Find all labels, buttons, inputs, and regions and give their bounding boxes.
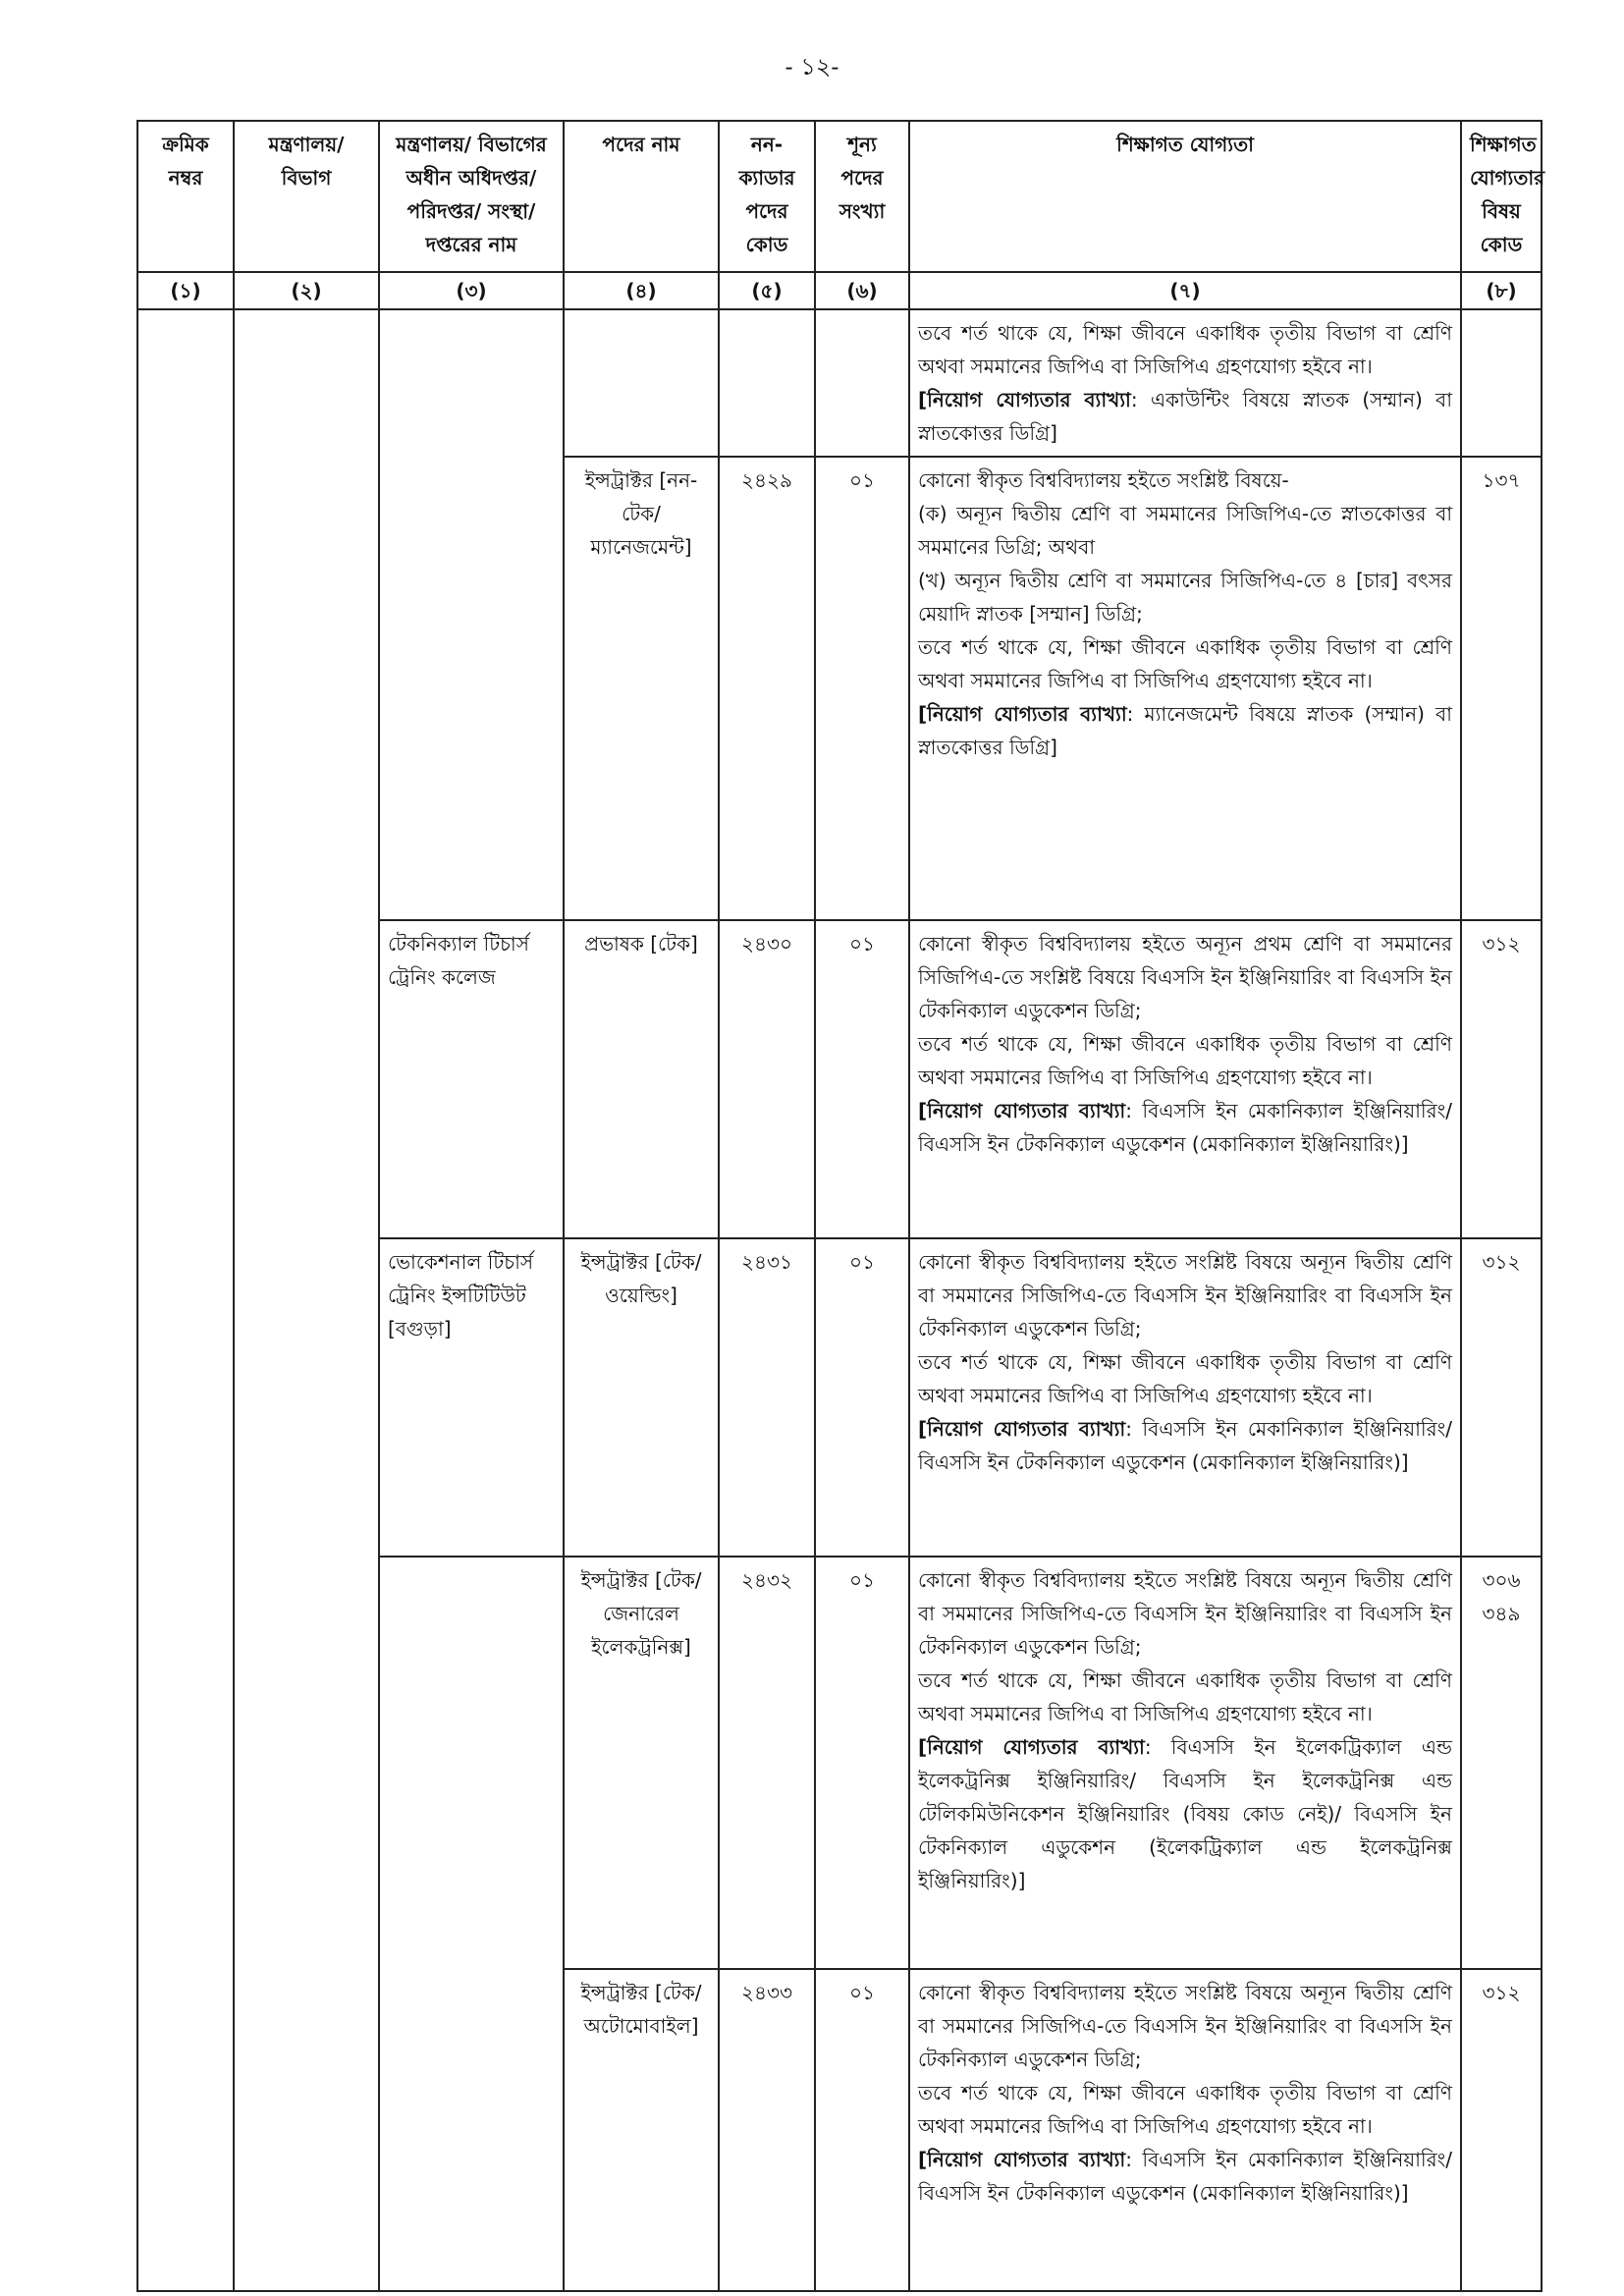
qualification-explanation [918, 1412, 1452, 1479]
subject-code-cell [1461, 457, 1542, 920]
subject-code-cell [1461, 1969, 1542, 2291]
recruitment-table [136, 120, 1543, 2292]
header-serial: ক্রমিক নম্বর [137, 121, 234, 272]
post-name-cell: ইন্সট্রাক্টর [টেক/জেনারেল ইলেকট্রনিক্স] [564, 1557, 719, 1969]
post-name-cell: ইন্সট্রাক্টর [টেক/ওয়েল্ডিং] [564, 1238, 719, 1557]
post-name-cell: ইন্সট্রাক্টর [নন-টেক/ ম্যানেজমেন্ট] [564, 457, 719, 920]
office-cell [379, 457, 564, 920]
qualification-line: তবে শর্ত থাকে যে, শিক্ষা জীবনে একাধিক তৃতীয় বিভাগ বা শ্রেণি অথবা সমমানের জিপিএ বা সিজিপিএ গ্রহণযোগ্য হইবে না। [918, 1350, 1452, 1407]
post-name-cell [564, 309, 719, 457]
office-cell [379, 309, 564, 457]
table-row [137, 309, 1542, 457]
qualification-explanation [918, 2143, 1452, 2210]
explanation-text: : বিএসসি ইন মেকানিক্যাল ইঞ্জিনিয়ারিং/ বিএসসি ইন টেকনিক্যাল এডুকেশন (মেকানিক্যাল ইঞ্জিনিয়ারিং)] [918, 2148, 1452, 2205]
header-office: মন্ত্রণালয়/ বিভাগের অধীন অধিদপ্তর/ পরিদপ্তর/ সংস্থা/ দপ্তরের নাম [379, 121, 564, 272]
post-code-cell: ২৪৩২ [719, 1557, 815, 1969]
column-number: (৬) [815, 272, 909, 309]
header-post-code: নন-ক্যাডার পদের কোড [719, 121, 815, 272]
explanation-label: [নিয়োগ যোগ্যতার ব্যাখ্যা [918, 388, 1131, 411]
column-number: (১) [137, 272, 234, 309]
office-cell [379, 1969, 564, 2291]
qualification-cell [909, 1557, 1461, 1969]
explanation-text: : বিএসসি ইন মেকানিক্যাল ইঞ্জিনিয়ারিং/ বিএসসি ইন টেকনিক্যাল এডুকেশন (মেকানিক্যাল ইঞ্জিনিয়ারিং)] [918, 1099, 1452, 1156]
vacancy-cell: ০১ [815, 457, 909, 920]
qualification-line: (ক) অন্যূন দ্বিতীয় শ্রেণি বা সমমানের সিজিপিএ-তে স্নাতকোত্তর বা সমমানের ডিগ্রি; অথবা [918, 502, 1452, 559]
qualification-line: কোনো স্বীকৃত বিশ্ববিদ্যালয় হইতে অন্যূন প্রথম শ্রেণি বা সমমানের সিজিপিএ-তে সংশ্লিষ্ট বিষয়ে বিএসসি ইন ইঞ্জিনিয়ারিং বা বিএসসি ইন টেকনিক্যাল এডুকেশন ডিগ্রি; [918, 932, 1452, 1022]
post-code-cell: ২৪৩১ [719, 1238, 815, 1557]
explanation-label: [নিয়োগ যোগ্যতার ব্যাখ্যা [918, 2148, 1126, 2171]
qualification-line: তবে শর্ত থাকে যে, শিক্ষা জীবনে একাধিক তৃতীয় বিভাগ বা শ্রেণি অথবা সমমানের জিপিএ বা সিজিপিএ গ্রহণযোগ্য হইবে না। [918, 1668, 1452, 1725]
qualification-line: কোনো স্বীকৃত বিশ্ববিদ্যালয় হইতে সংশ্লিষ্ট বিষয়ে অন্যূন দ্বিতীয় শ্রেণি বা সমমানের সিজিপিএ-তে বিএসসি ইন ইঞ্জিনিয়ারিং বা বিএসসি ইন টেকনিক্যাল এডুকেশন ডিগ্রি; [918, 1568, 1452, 1659]
qualification-line: তবে শর্ত থাকে যে, শিক্ষা জীবনে একাধিক তৃতীয় বিভাগ বা শ্রেণি অথবা সমমানের জিপিএ বা সিজিপিএ গ্রহণযোগ্য হইবে না। [918, 321, 1452, 378]
vacancy-cell: ০১ [815, 1557, 909, 1969]
qualification-line: তবে শর্ত থাকে যে, শিক্ষা জীবনে একাধিক তৃতীয় বিভাগ বা শ্রেণি অথবা সমমানের জিপিএ বা সিজিপিএ গ্রহণযোগ্য হইবে না। [918, 635, 1452, 692]
column-number: (২) [234, 272, 379, 309]
header-ministry: মন্ত্রণালয়/ বিভাগ [234, 121, 379, 272]
subject-code: ৩১২ [1482, 1981, 1521, 2004]
vacancy-cell: ০১ [815, 920, 909, 1238]
qualification-explanation [918, 1094, 1452, 1161]
subject-code: ৩১২ [1482, 932, 1521, 956]
column-number: (৫) [719, 272, 815, 309]
post-code-cell: ২৪৩৩ [719, 1969, 815, 2291]
header-row [137, 121, 1542, 272]
post-name-cell: প্রভাষক [টেক] [564, 920, 719, 1238]
qualification-line: তবে শর্ত থাকে যে, শিক্ষা জীবনে একাধিক তৃতীয় বিভাগ বা শ্রেণি অথবা সমমানের জিপিএ বা সিজিপিএ গ্রহণযোগ্য হইবে না। [918, 1032, 1452, 1089]
qualification-line: কোনো স্বীকৃত বিশ্ববিদ্যালয় হইতে সংশ্লিষ্ট বিষয়ে অন্যূন দ্বিতীয় শ্রেণি বা সমমানের সিজিপিএ-তে বিএসসি ইন ইঞ্জিনিয়ারিং বা বিএসসি ইন টেকনিক্যাল এডুকেশন ডিগ্রি; [918, 1981, 1452, 2071]
qualification-line: তবে শর্ত থাকে যে, শিক্ষা জীবনে একাধিক তৃতীয় বিভাগ বা শ্রেণি অথবা সমমানের জিপিএ বা সিজিপিএ গ্রহণযোগ্য হইবে না। [918, 2081, 1452, 2138]
explanation-text: : ম্যানেজমেন্ট বিষয়ে স্নাতক (সম্মান) বা স্নাতকোত্তর ডিগ্রি] [918, 702, 1452, 759]
column-number: (৭) [909, 272, 1461, 309]
explanation-text: : বিএসসি ইন ইলেকট্রিক্যাল এন্ড ইলেকট্রনিক্স ইঞ্জিনিয়ারিং/ বিএসসি ইন ইলেকট্রনিক্স এন্ড টেলিকমিউনিকেশন ইঞ্জিনিয়ারিং (বিষয় কোড নেই)/ বিএসসি ইন টেকনিক্যাল এডুকেশন (ইলেকট্রিক্যাল এন্ড ইলেকট্রনিক্স ইঞ্জিনিয়ারিং)] [918, 1735, 1452, 1892]
qualification-cell [909, 457, 1461, 920]
qualification-line: কোনো স্বীকৃত বিশ্ববিদ্যালয় হইতে সংশ্লিষ্ট বিষয়ে অন্যূন দ্বিতীয় শ্রেণি বা সমমানের সিজিপিএ-তে বিএসসি ইন ইঞ্জিনিয়ারিং বা বিএসসি ইন টেকনিক্যাল এডুকেশন ডিগ্রি; [918, 1250, 1452, 1340]
post-code-cell: ২৪২৯ [719, 457, 815, 920]
header-vacancy: শূন্য পদের সংখ্যা [815, 121, 909, 272]
subject-code: ৩৪৯ [1482, 1602, 1521, 1625]
qualification-cell [909, 1238, 1461, 1557]
explanation-label: [নিয়োগ যোগ্যতার ব্যাখ্যা [918, 1417, 1126, 1441]
vacancy-cell: ০১ [815, 1969, 909, 2291]
qualification-line: কোনো স্বীকৃত বিশ্ববিদ্যালয় হইতে সংশ্লিষ্ট বিষয়ে- [918, 468, 1289, 492]
subject-code-cell [1461, 1557, 1542, 1969]
subject-code: ৩০৬ [1482, 1568, 1521, 1592]
office-cell: টেকনিক্যাল টিচার্স ট্রেনিং কলেজ [379, 920, 564, 1238]
column-number: (৩) [379, 272, 564, 309]
page-number: - ১২- [785, 53, 839, 81]
qualification-cell [909, 1969, 1461, 2291]
post-code-cell: ২৪৩০ [719, 920, 815, 1238]
qualification-explanation [918, 697, 1452, 764]
explanation-label: [নিয়োগ যোগ্যতার ব্যাখ্যা [918, 1099, 1126, 1122]
column-number: (৪) [564, 272, 719, 309]
header-qualification: শিক্ষাগত যোগ্যতা [909, 121, 1461, 272]
vacancy-cell: ০১ [815, 1238, 909, 1557]
qualification-cell [909, 309, 1461, 457]
subject-code-cell [1461, 309, 1542, 457]
office-cell [379, 1557, 564, 1969]
post-name-cell: ইন্সট্রাক্টর [টেক/ অটোমোবাইল] [564, 1969, 719, 2291]
column-number: (৮) [1461, 272, 1542, 309]
header-post: পদের নাম [564, 121, 719, 272]
header-subject-code: শিক্ষাগত যোগ্যতার বিষয় কোড [1461, 121, 1542, 272]
office-cell: ভোকেশনাল টিচার্স ট্রেনিং ইন্সটিটিউট [বগুড়া] [379, 1238, 564, 1557]
explanation-label: [নিয়োগ যোগ্যতার ব্যাখ্যা [918, 702, 1127, 726]
qualification-cell [909, 920, 1461, 1238]
subject-code-cell [1461, 1238, 1542, 1557]
explanation-text: : একাউন্টিং বিষয়ে স্নাতক (সম্মান) বা স্নাতকোত্তর ডিগ্রি] [918, 388, 1452, 445]
explanation-text: : বিএসসি ইন মেকানিক্যাল ইঞ্জিনিয়ারিং/ বিএসসি ইন টেকনিক্যাল এডুকেশন (মেকানিক্যাল ইঞ্জিনিয়ারিং)] [918, 1417, 1452, 1474]
ministry-cell [234, 309, 379, 2291]
explanation-label: [নিয়োগ যোগ্যতার ব্যাখ্যা [918, 1735, 1145, 1759]
post-code-cell [719, 309, 815, 457]
column-number-row [137, 272, 1542, 309]
vacancy-cell [815, 309, 909, 457]
qualification-explanation [918, 1730, 1452, 1897]
subject-code: ৩১২ [1482, 1250, 1521, 1274]
serial-cell [137, 309, 234, 2291]
subject-code: ১৩৭ [1482, 468, 1521, 492]
subject-code-cell [1461, 920, 1542, 1238]
qualification-line: (খ) অন্যূন দ্বিতীয় শ্রেণি বা সমমানের সিজিপিএ-তে ৪ [চার] বৎসর মেয়াদি স্নাতক [সম্মান] ডিগ্রি; [918, 569, 1452, 626]
table-body [137, 309, 1542, 2291]
qualification-explanation [918, 383, 1452, 450]
